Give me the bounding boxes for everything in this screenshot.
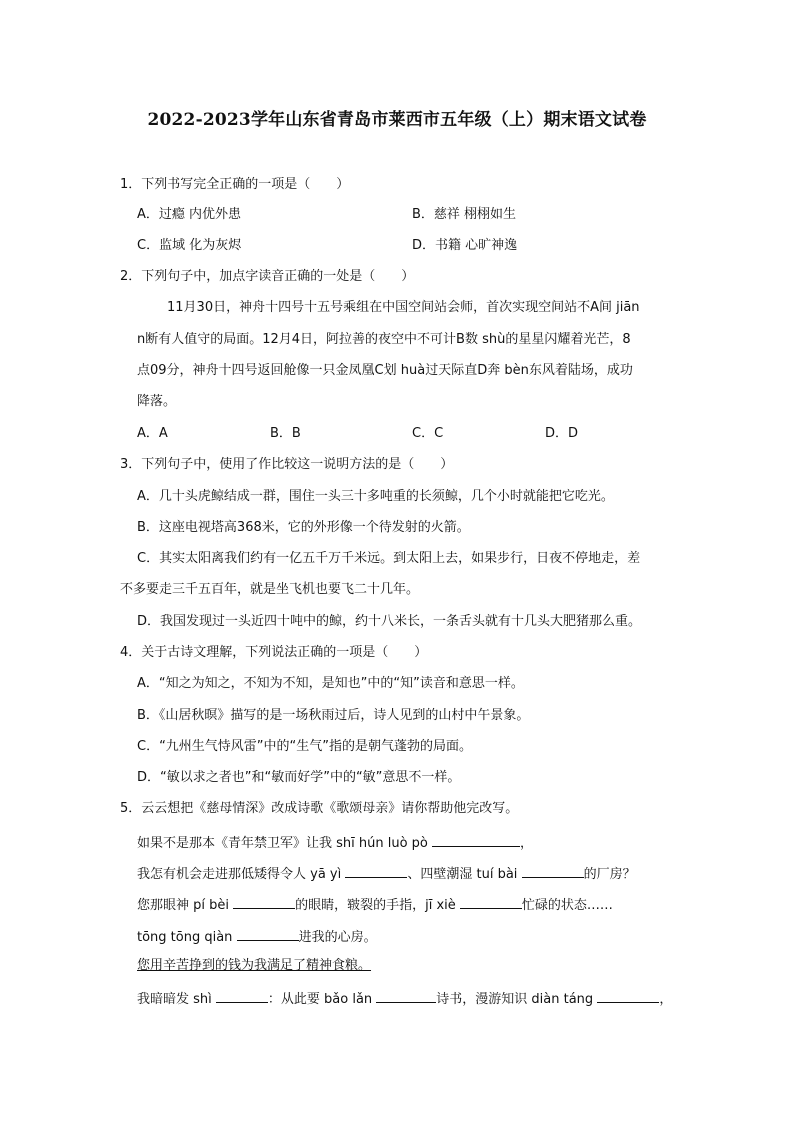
question-3-stem: 3．下列句子中，使用了作比较这一说明方法的是（ ）	[120, 457, 454, 472]
question-4-stem: 4．关于古诗文理解，下列说法正确的一项是（ ）	[120, 645, 428, 660]
question-4-option-d: D．“敏以求之者也”和“敏而好学”中的“敏”意思不一样。	[137, 770, 461, 785]
poem-line-3-end: 忙碌的状态……	[521, 898, 613, 913]
poem-line-1-text: 如果不是那本《青年禁卫军》让我 shī hún luò pò	[137, 836, 433, 851]
question-4-option-c: C．“九州生气恃风雷”中的“生气”指的是朝气蓬勃的局面。	[137, 739, 473, 754]
question-1-stem: 1．下列书写完全正确的一项是（ ）	[120, 177, 350, 192]
question-4-option-a: A．“知之为知之，不知为不知，是知也”中的“知”读音和意思一样。	[137, 676, 524, 691]
poem-line-3-text-b: 的眼睛，皲裂的手指，jī xiè	[295, 898, 460, 913]
question-1-option-d: D．书籍 心旷神逸	[412, 238, 518, 253]
page-title: 2022-2023学年山东省青岛市莱西市五年级（上）期末语文试卷	[147, 110, 647, 130]
question-3-option-d: D．我国发现过一头近四十吨中的鲸，约十八米长，一条舌头就有十几头大肥猪那么重。	[137, 614, 642, 629]
question-3-option-c-line-2: 不多要走三千五百年，就是坐飞机也要飞二十几年。	[120, 582, 420, 597]
poem-line-3-text: 您那眼神 pí bèi	[137, 898, 234, 913]
poem-line-1	[137, 832, 533, 853]
poem-line-6-text-c: 诗书，漫游知识 diàn táng	[436, 992, 598, 1007]
question-1-option-b: B．慈祥 栩栩如生	[412, 207, 517, 222]
poem-line-4	[137, 926, 377, 947]
question-2-passage-line-2: n断有人值守的局面。12月4日，阿拉善的夜空中不可计B数 shù的星星闪耀着光芒，8	[137, 332, 631, 347]
question-2-option-c: C．C	[412, 426, 444, 441]
answer-blank[interactable]	[237, 926, 299, 941]
answer-blank[interactable]	[432, 832, 520, 847]
poem-line-1-end: ，	[520, 836, 534, 851]
question-3-option-b: B．这座电视塔高368米，它的外形像一个待发射的火箭。	[137, 520, 470, 535]
poem-line-2	[137, 863, 636, 884]
question-4-option-b: B．《山居秋暝》描写的是一场秋雨过后，诗人见到的山村中午景象。	[137, 708, 530, 723]
poem-line-6	[137, 988, 672, 1009]
answer-blank[interactable]	[345, 863, 407, 878]
poem-line-2-text-b: 、四壁潮湿 tuí bài	[407, 867, 522, 882]
question-2-option-b: B．B	[270, 426, 301, 441]
poem-line-2-end: 的厂房？	[583, 867, 636, 882]
answer-blank[interactable]	[376, 988, 436, 1003]
poem-line-6-end: ，	[659, 992, 673, 1007]
answer-blank[interactable]	[233, 894, 295, 909]
question-2-passage-line-4: 降落。	[137, 394, 177, 409]
poem-line-6-text-b: ：从此要 bǎo lǎn	[267, 992, 377, 1007]
question-2-stem: 2．下列句子中，加点字读音正确的一处是（ ）	[120, 269, 415, 284]
poem-line-5-underlined: 您用辛苦挣到的钱为我满足了精神食粮。	[137, 958, 372, 973]
question-3-option-a: A．几十头虎鲸结成一群，围住一头三十多吨重的长须鲸，几个小时就能把它吃光。	[137, 489, 614, 504]
poem-line-6-text: 我暗暗发 shì	[137, 992, 216, 1007]
poem-line-4-text: tōng tōng qiàn	[137, 930, 237, 945]
answer-blank[interactable]	[216, 988, 268, 1003]
poem-line-4-end: 进我的心房。	[298, 930, 377, 945]
question-2-option-d: D．D	[545, 426, 579, 441]
poem-line-2-text: 我怎有机会走进那低矮得令人 yā yì	[137, 867, 346, 882]
answer-blank[interactable]	[597, 988, 659, 1003]
answer-blank[interactable]	[460, 894, 522, 909]
question-2-passage-line-1: 11月30日，神舟十四号十五号乘组在中国空间站会师，首次实现空间站不A间 jiān	[167, 300, 640, 315]
question-3-option-c-line-1: C．其实太阳离我们约有一亿五千万千米远。到太阳上去，如果步行，日夜不停地走，差	[137, 551, 641, 566]
poem-line-3	[137, 894, 613, 915]
answer-blank[interactable]	[522, 863, 584, 878]
question-1-option-c: C．监域 化为灰烬	[137, 238, 242, 253]
question-2-passage-line-3: 点09分，神舟十四号返回舱像一只金凤凰C划 huà过天际直D奔 bèn东风着陆场，成功	[137, 363, 633, 378]
question-1-option-a: A．过瘾 内优外患	[137, 207, 242, 222]
question-5-stem: 5．云云想把《慈母情深》改成诗歌《歌颂母亲》请你帮助他完改写。	[120, 801, 519, 816]
question-2-option-a: A．A	[137, 426, 168, 441]
